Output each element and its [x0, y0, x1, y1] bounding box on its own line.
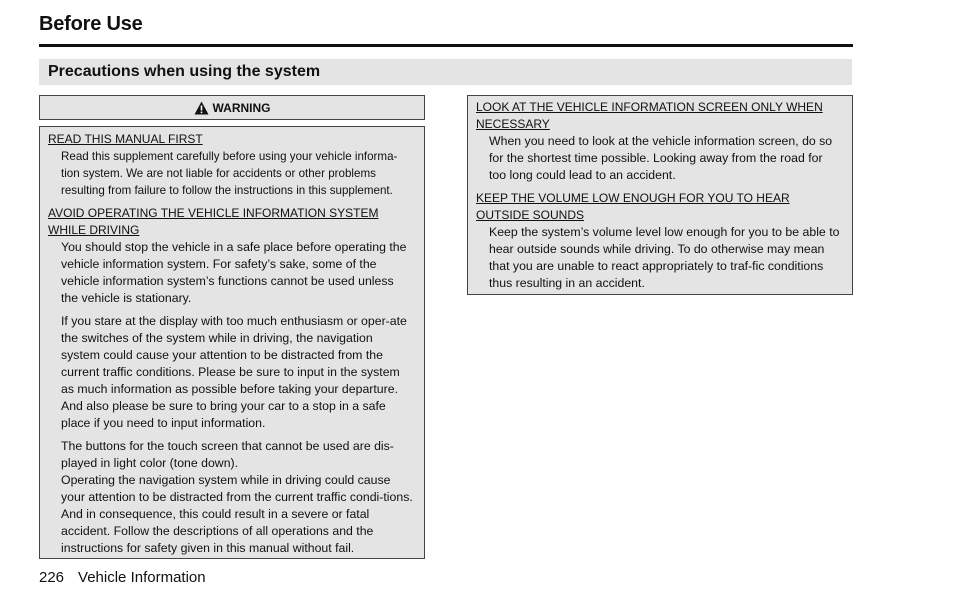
warning-content-box-right: [467, 95, 853, 295]
page-footer: [39, 569, 206, 586]
volume-text: Keep the system’s volume level low enough for you to be able to hear outside sounds while driving. To do otherwise may mean that you are unable to react appropriately to traf-fic conditions thus resulting in an accident.: [489, 225, 840, 290]
avoid-operating-text-1: You should stop the vehicle in a safe place before operating the vehicle information system. For safety’s sake, some of the vehicle information system’s functions cannot be used unless the vehicle is stationary.: [61, 240, 407, 305]
avoid-operating-text-2: If you stare at the display with too much enthusiasm or oper-ate the switches of the system while in driving, the navigation system could cause your attention to be distracted from the current traffic conditions. Please be sure to input in the system as much information as possible before taking your departure. And also please be sure to bring your car to a stop in a safe place if you need to input information.: [61, 314, 407, 430]
warning-label: WARNING: [212, 100, 271, 115]
look-screen-text: When you need to look at the vehicle information screen, do so for the shortest time possible. Looking away from the road for too long could lead to an accident.: [489, 134, 833, 182]
volume-heading: KEEP THE VOLUME LOW ENOUGH FOR YOU TO HEAR OUTSIDE SOUNDS: [476, 191, 790, 222]
section-header: [39, 59, 852, 85]
avoid-operating-text-4: Operating the navigation system while in driving could cause your attention to be distracted from the current traffic condi-tions. And in consequence, this could result in a severe or fatal accident. Follow the descriptions of all operations and the instructions for safety given in this manual without fail.: [61, 473, 413, 555]
page-title: Before Use: [39, 13, 143, 35]
chapter-name: Vehicle Information: [78, 569, 206, 586]
page-number: 226: [39, 569, 65, 586]
read-manual-heading: READ THIS MANUAL FIRST: [48, 132, 203, 146]
avoid-operating-heading: AVOID OPERATING THE VEHICLE INFORMATION SYSTEM WHILE DRIVING: [48, 206, 379, 237]
warning-triangle-icon: [194, 101, 209, 115]
title-divider: [39, 44, 853, 47]
look-screen-heading: LOOK AT THE VEHICLE INFORMATION SCREEN ONLY WHEN NECESSARY: [476, 100, 823, 131]
warning-header: [39, 95, 425, 120]
warning-content-box: [39, 126, 425, 559]
read-manual-text: Read this supplement carefully before using your vehicle informa-tion system. We are not liable for accidents or other problems resulting from failure to follow the instructions in this supplement.: [61, 150, 398, 197]
section-title: Precautions when using the system: [48, 63, 321, 80]
avoid-operating-text-3: The buttons for the touch screen that cannot be used are dis-played in light color (tone down).: [61, 439, 394, 470]
